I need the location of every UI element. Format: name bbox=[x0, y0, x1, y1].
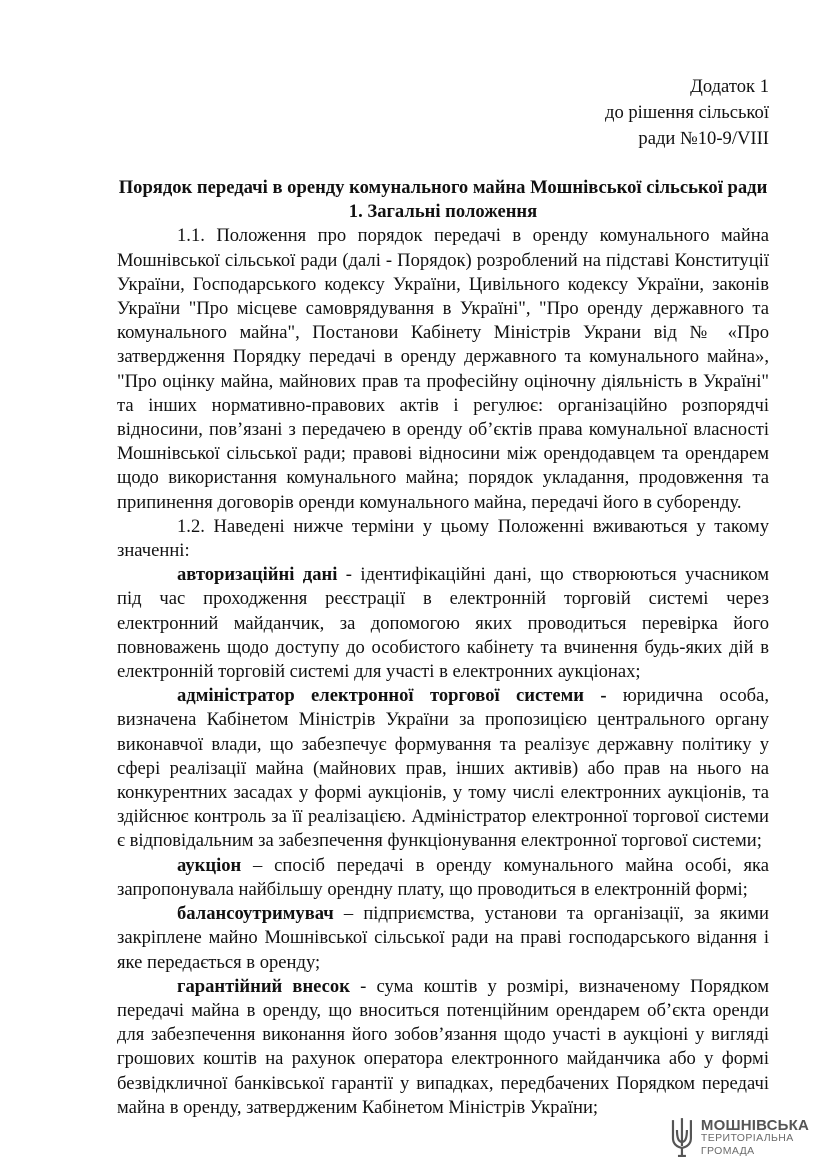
document-title: Порядок передачі в оренду комунального майна Мошнівської сільської ради bbox=[118, 177, 768, 198]
definition-text: - сума коштів у розмірі, визначеному Порядком передачі майна в оренду, що вноситься потенційним орендарем об’єкта оренди для забезпечення виконання його зобов’язання щодо участі в аукціоні у вигляді грошових коштів на рахунок оператора електронного майданчика або у формі безвідкличної банківської гарантії у випадках, передбачених Порядком передачі майна в оренду, затвердженим Кабінетом Міністрів України; bbox=[117, 975, 769, 1118]
logo-name: МОШНІВСЬКА bbox=[700, 1116, 809, 1134]
definition-text: – підприємства, установи та організації, за якими закріплене майно Мошнівської сільської ради на праві господарського відання і яке передається в оренду; bbox=[117, 903, 769, 973]
definition-term: аукціон bbox=[177, 854, 242, 876]
paragraph-1-2: 1.2. Наведені нижче терміни у цьому Положенні вживаються у такому значенні: bbox=[117, 515, 769, 562]
definition-balance-holder bbox=[117, 902, 769, 975]
annex-line-1: Додаток 1 bbox=[690, 76, 769, 97]
definition-system-administrator bbox=[117, 684, 769, 853]
annex-line-2: до рішення сільської bbox=[604, 102, 769, 123]
definition-guarantee-deposit bbox=[117, 975, 769, 1120]
definition-auction bbox=[117, 854, 769, 902]
document-page bbox=[117, 74, 769, 1120]
definition-term: гарантійний внесок bbox=[177, 975, 350, 997]
logo-text bbox=[700, 1116, 809, 1158]
definition-term: балансоутримувач bbox=[177, 903, 334, 925]
logo-line-3: ГРОМАДА bbox=[700, 1144, 755, 1157]
annex-block bbox=[117, 74, 769, 152]
trident-icon bbox=[669, 1116, 695, 1160]
definition-text: - ідентифікаційні дані, що створюються учасником під час проходження реєстрації в електронній торговій системі через електронний майданчик, за допомогою яких проводиться перевірка його повноважень щодо доступу до особистого кабінету та вчинення будь-яких дій в електронній торговій системі для участі в електронних аукціонах; bbox=[117, 564, 769, 683]
definition-text: – спосіб передачі в оренду комунального майна особі, яка запропонувала найбільшу орендну плату, що проводиться в електронній формі; bbox=[117, 854, 769, 900]
paragraph-1-1: 1.1. Положення про порядок передачі в оренду комунального майна Мошнівської сільської ради (далі - Порядок) розроблений на підставі Конституції України, Господарського кодексу України, Цивільного кодексу України, законів України "Про місцеве самоврядування в Україні", "Про оренду державного та комунального майна", Постанови Кабінету Міністрів Украни від № «Про затвердження Порядку передачі в оренду державного та комунального майна», "Про оцінку майна, майнових прав та професійну оціночну діяльність в Україні" та інших нормативно-правових актів і регулює: організаційно розпорядчі відносини, пов’язані з передачею в оренду об’єктів права комунальної власності Мошнівської сільської ради; правові відносини між орендодавцем та орендарем щодо використання комунального майна; порядок укладання, продовження та припинення договорів оренди комунального майна, передачі його в суборенду. bbox=[117, 225, 769, 513]
annex-line-3: ради №10-9/VIII bbox=[638, 128, 769, 149]
definition-authorization-data bbox=[117, 563, 769, 684]
definition-term: адміністратор електронної торгової системи - bbox=[177, 685, 607, 707]
definition-text: юридична особа, визначена Кабінетом Міністрів України за пропозицією центрального органу виконавчої влади, що забезпечує формування та реалізує державну політику у сфері реалізації майна (майнових прав, інших активів) або прав на нього на конкурентних засадах у формі аукціонів, у тому числі електронних аукціонів, та здійснює контроль за її реалізацією. Адміністратор електронної торгової системи є відповідальним за забезпечення функціонування електронної торгової системи; bbox=[117, 685, 769, 852]
definition-term: авторизаційні дані bbox=[177, 564, 338, 586]
section-heading-1: 1. Загальні положення bbox=[348, 201, 538, 223]
logo-line-2: ТЕРИТОРІАЛЬНА bbox=[700, 1131, 794, 1144]
community-logo bbox=[669, 1114, 809, 1162]
